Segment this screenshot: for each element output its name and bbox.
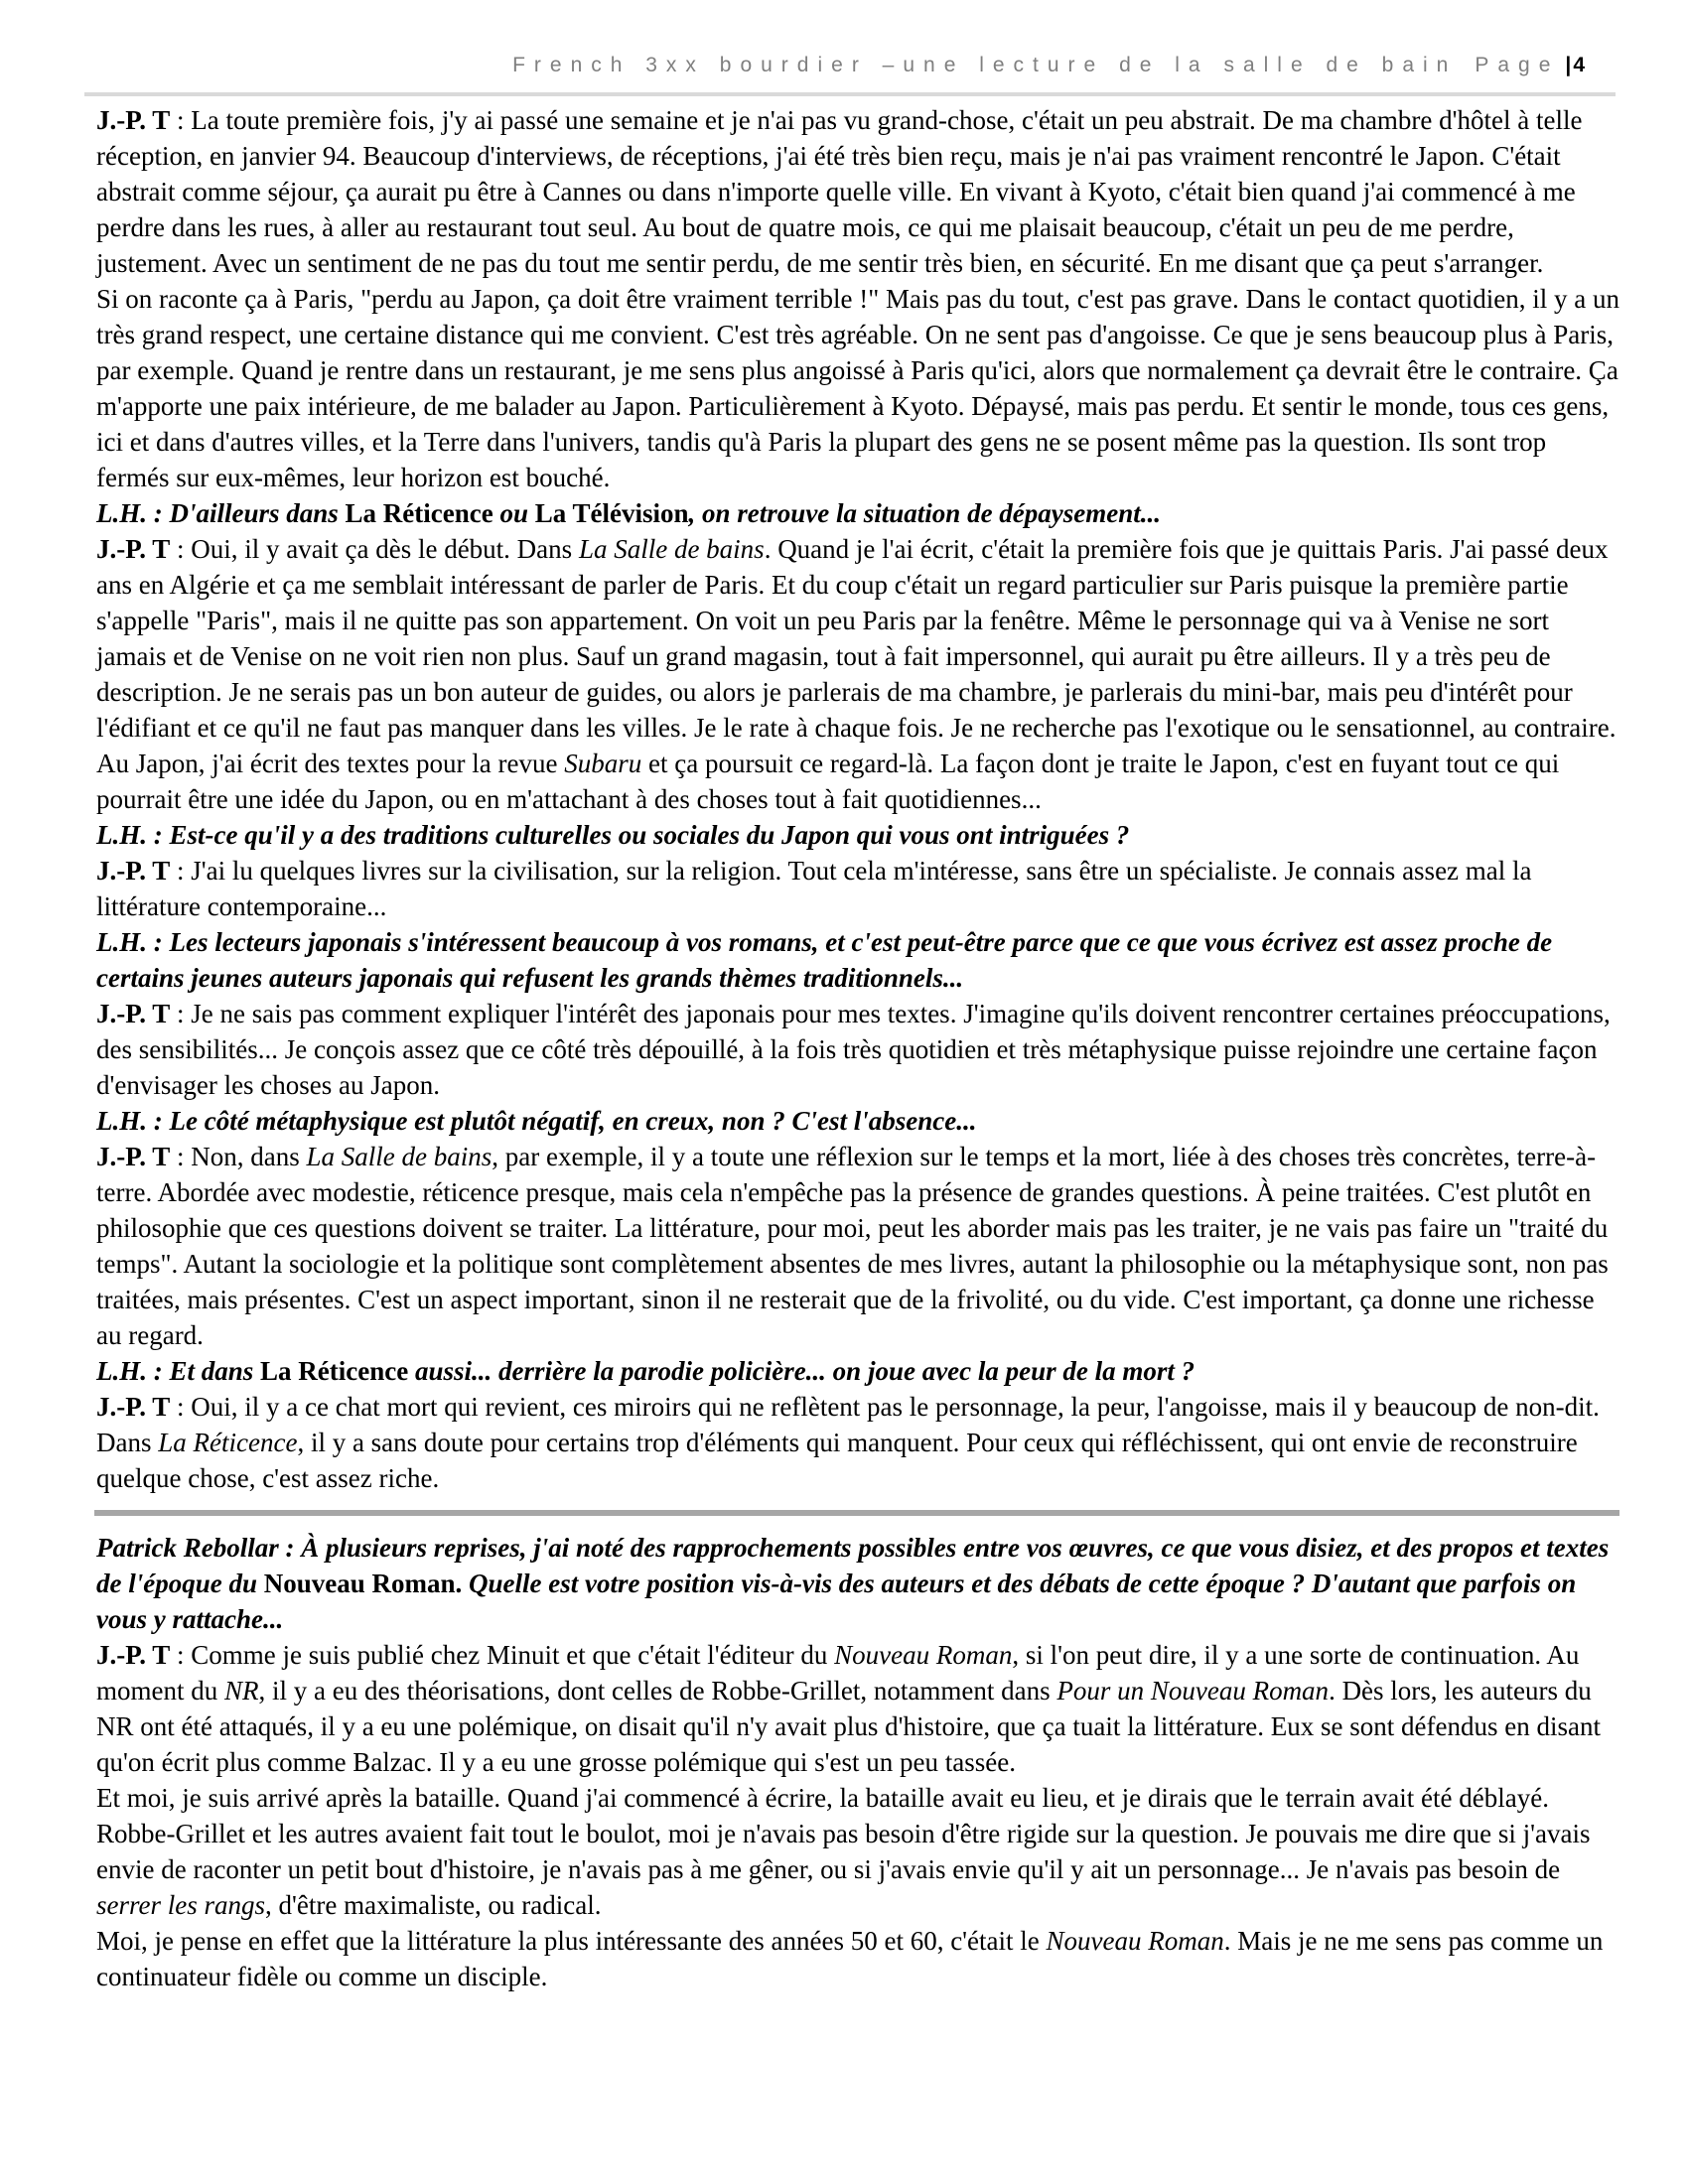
jpt-answer <box>96 996 1619 1103</box>
text-run: et ça poursuit ce regard-là. La façon dont je traite le Japon, c'est en fuyant tout ce qui pourrait être une idée du Japon, ou en m'attachant à des choses tout à fait quotidiennes... <box>96 749 1560 814</box>
text-run: Nouveau Roman <box>834 1640 1013 1670</box>
text-run: : Non, dans <box>170 1142 307 1171</box>
text-run: La Salle de bains <box>578 534 765 564</box>
lh-question <box>96 1103 1619 1139</box>
text-run: : J'ai lu quelques livres sur la civilisation, sur la religion. Tout cela m'intéresse, sans être un spécialiste. Je connais assez mal la littérature contemporaine... <box>96 856 1532 921</box>
text-run: , il y a sans doute pour certains trop d'éléments qui manquent. Pour ceux qui réfléchissent, qui ont envie de reconstruire quelque chose, c'est assez riche. <box>96 1428 1578 1493</box>
text-run: , d'être maximaliste, ou radical. <box>265 1890 602 1920</box>
header-page-label: Page <box>1475 54 1560 76</box>
text-run: Pour un Nouveau Roman <box>1056 1676 1330 1706</box>
text-run: : Je ne sais pas comment expliquer l'intérêt des japonais pour mes textes. J'imagine qu'ils doivent rencontrer certaines préoccupations, des sensibilités... Je conçois assez que ce côté très dépouillé, à la fois très quotidien et très métaphysique puisse rejoindre une certaine façon d'envisager les choses au Japon. <box>96 999 1611 1100</box>
text-run: J.-P. T <box>96 856 171 886</box>
section-divider <box>94 1510 1619 1516</box>
lh-question <box>96 1353 1619 1389</box>
text-run: aussi... derrière la parodie policière... on joue avec la peur de la mort ? <box>408 1356 1196 1386</box>
text-run: La Réticence <box>345 498 493 528</box>
text-run: J.-P. T <box>96 999 171 1028</box>
jpt-answer <box>96 853 1619 924</box>
text-run: . Dès lors, les auteurs du NR ont été attaqués, il y a eu une polémique, on disait qu'il n'y avait plus d'histoire, que ça tuait la littérature. Eux se sont défendus en disant qu'on écrit plus comme Balzac. Il y a eu une grosse polémique qui s'est un peu tassée. <box>96 1676 1601 1777</box>
text-run: La Télévision <box>534 498 689 528</box>
lh-question <box>96 924 1619 996</box>
text-run: . Mais je ne me sens pas comme un continuateur fidèle ou comme un disciple. <box>96 1926 1604 1991</box>
text-run: La Réticence <box>260 1356 409 1386</box>
text-run: J.-P. T <box>96 1392 171 1422</box>
text-run: Patrick Rebollar : À plusieurs reprises, j'ai noté des rapprochements possibles entre vos œuvres, ce que vous disiez, et des propos et textes de l'époque du <box>96 1533 1610 1598</box>
text-run: , si l'on peut dire, il y a une sorte de continuation. Au moment du <box>96 1640 1580 1706</box>
text-run: Si on raconte ça à Paris, "perdu au Japon, ça doit être vraiment terrible !" Mais pas du tout, c'est pas grave. Dans le contact quotidien, il y a un très grand respect, une certaine distance qui me convient. C'est très agréable. On ne sent pas d'angoisse. Ce que je sens beaucoup plus à Paris, par exemple. Quand je rentre dans un restaurant, je me sens plus angoissé à Paris qu'ici, alors que normalement ça devrait être le contraire. Ça m'apporte une paix intérieure, de me balader au Japon. Particulièrement à Kyoto. Dépaysé, mais pas perdu. Et sentir le monde, tous ces gens, ici et dans d'autres villes, et la Terre dans l'univers, tandis qu'à Paris la plupart des gens ne se posent même pas la question. Ils sont trop fermés sur eux-mêmes, leur horizon est bouché. <box>96 284 1619 492</box>
text-run: , il y a eu des théorisations, dont celles de Robbe-Grillet, notamment dans <box>258 1676 1057 1706</box>
text-run: J.-P. T <box>96 105 171 135</box>
text-run: NR <box>224 1676 259 1706</box>
lh-question <box>96 817 1619 853</box>
lh-question <box>96 495 1619 531</box>
text-run: L.H. : D'ailleurs dans <box>96 498 346 528</box>
text-run: Nouveau Roman <box>1046 1926 1224 1956</box>
jpt-answer-continued <box>96 1923 1619 1994</box>
text-run: La Réticence <box>158 1428 298 1457</box>
page-header <box>512 54 1585 77</box>
text-run: , par exemple, il y a toute une réflexion sur le temps et la mort, liée à des choses très concrètes, terre-à-terre. Abordée avec modestie, réticence presque, mais cela n'empêche pas la présence de grandes questions. À peine traitées. C'est plutôt en philosophie que ces questions doivent se traiter. La littérature, pour moi, peut les aborder mais pas les traiter, je ne vais pas faire un "traité du temps". Autant la sociologie et la politique sont complètement absentes de mes livres, autant la philosophie ou la métaphysique sont, non pas traitées, mais présentes. C'est un aspect important, sinon il ne resterait que de la frivolité, ou du vide. C'est important, ça donne une richesse au regard. <box>96 1142 1609 1350</box>
text-run: Subaru <box>564 749 642 778</box>
text-run: . Quand je l'ai écrit, c'était la première fois que je quittais Paris. J'ai passé deux ans en Algérie et ça me semblait intéressant de parler de Paris. Et du coup c'était un regard particulier sur Paris puisque la première partie s'appelle "Paris", mais il ne quitte pas son appartement. On voit un peu Paris par la fenêtre. Même le personnage qui va à Venise ne sort jamais et de Venise on ne voit rien non plus. Sauf un grand magasin, tout à fait impersonnel, qui aurait pu être ailleurs. Il y a très peu de description. Je ne serais pas un bon auteur de guides, ou alors je parlerais de ma chambre, je parlerais du mini-bar, mais peu d'intérêt pour l'édifiant et ce qu'il ne faut pas manquer dans les villes. Je le rate à chaque fois. Je ne recherche pas l'exotique ou le sensationnel, au contraire. Au Japon, j'ai écrit des textes pour la revue <box>96 534 1617 778</box>
text-run: serrer les rangs <box>96 1890 266 1920</box>
text-run: L.H. : Le côté métaphysique est plutôt négatif, en creux, non ? C'est l'absence... <box>96 1106 977 1136</box>
text-run: J.-P. T <box>96 534 171 564</box>
header-page-number: 4 <box>1573 54 1585 76</box>
document-body <box>96 102 1619 1994</box>
text-run: L.H. : Les lecteurs japonais s'intéressent beaucoup à vos romans, et c'est peut-être parce que ce que vous écrivez est assez proche de certains jeunes auteurs japonais qui refusent les grands thèmes traditionnels... <box>96 927 1553 993</box>
text-run: L.H. : Et dans <box>96 1356 261 1386</box>
text-run: Quelle est votre position vis-à-vis des auteurs et des débats de cette époque ? D'autant que parfois on vous y rattache... <box>96 1569 1577 1634</box>
text-run: J.-P. T <box>96 1640 171 1670</box>
text-run: Et moi, je suis arrivé après la bataille. Quand j'ai commencé à écrire, la bataille avait eu lieu, et je dirais que le terrain avait été déblayé. Robbe-Grillet et les autres avaient fait tout le boulot, moi je n'avais pas besoin d'être rigide sur la question. Je pouvais me dire que si j'avais envie de raconter un petit bout d'histoire, je n'avais pas à me gêner, ou si j'avais envie qu'il y ait un personnage... Je n'avais pas besoin de <box>96 1783 1591 1884</box>
jpt-answer-continued <box>96 1780 1619 1923</box>
text-run: J.-P. T <box>96 1142 171 1171</box>
jpt-answer <box>96 531 1619 817</box>
header-rule <box>84 92 1616 96</box>
text-run: Moi, je pense en effet que la littérature la plus intéressante des années 50 et 60, c'était le <box>96 1926 1047 1956</box>
jpt-answer <box>96 1139 1619 1353</box>
text-run: Nouveau Roman. <box>263 1569 463 1598</box>
rebollar-question <box>96 1530 1619 1637</box>
text-run: L.H. : Est-ce qu'il y a des traditions culturelles ou sociales du Japon qui vous ont intriguées ? <box>96 820 1130 850</box>
header-title: French 3xx bourdier –une lecture de la salle de bain <box>512 54 1458 76</box>
text-run: ou <box>492 498 535 528</box>
text-run: La Salle de bains <box>306 1142 492 1171</box>
text-run: : Oui, il y a ce chat mort qui revient, ces miroirs qui ne reflètent pas le personnage, la peur, l'angoisse, mais il y beaucoup de non-dit. Dans <box>96 1392 1600 1457</box>
jpt-answer-continued <box>96 281 1619 495</box>
jpt-answer <box>96 102 1619 281</box>
jpt-answer <box>96 1637 1619 1780</box>
text-run: , on retrouve la situation de dépaysement... <box>688 498 1162 528</box>
text-run: : Comme je suis publié chez Minuit et que c'était l'éditeur du <box>170 1640 835 1670</box>
text-run: : Oui, il y avait ça dès le début. Dans <box>170 534 579 564</box>
jpt-answer <box>96 1389 1619 1496</box>
text-run: : La toute première fois, j'y ai passé une semaine et je n'ai pas vu grand-chose, c'était un peu abstrait. De ma chambre d'hôtel à telle réception, en janvier 94. Beaucoup d'interviews, de réceptions, j'ai été très bien reçu, mais je n'ai pas vraiment rencontré le Japon. C'était abstrait comme séjour, ça aurait pu être à Cannes ou dans n'importe quelle ville. En vivant à Kyoto, c'était bien quand j'ai commencé à me perdre dans les rues, à aller au restaurant tout seul. Au bout de quatre mois, ce qui me plaisait beaucoup, c'était un peu de me perdre, justement. Avec un sentiment de ne pas du tout me sentir perdu, de me sentir très bien, en sécurité. En me disant que ça peut s'arranger. <box>96 105 1583 278</box>
header-page-separator: | <box>1565 54 1574 76</box>
